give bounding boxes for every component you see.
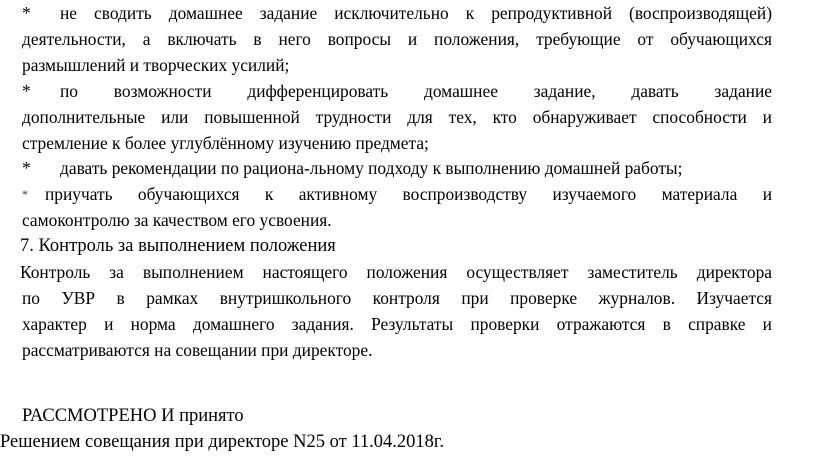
bullet-1-text-1: не сводить домашнее задание исключительно к репродуктивной (воспроизводящей)	[60, 3, 772, 23]
bullet-2-line-2: дополнительные или повышенной трудности для тех, кто обнаруживает способности и	[22, 107, 772, 127]
paragraph-line-2: по УВР в рамках внутришкольного контроля при проверке журналов. Изучается	[22, 288, 772, 308]
bullet-3-text-1: давать рекомендации по рациона-льному подходу к выполнению домашней работы;	[60, 158, 683, 178]
bullet-2-line-1	[22, 80, 772, 103]
bullet-2-line-3: стремление к более углублённому изучению предмета;	[22, 133, 429, 153]
paragraph-line-3: характер и норма домашнего задания. Результаты проверки отражаются в справке и	[22, 314, 772, 334]
bullet-2-text-1: по возможности дифференцировать домашнее задание, давать задание	[60, 81, 772, 101]
section-heading: 7. Контроль за выполнением положения	[20, 236, 336, 256]
paragraph-line-1: Контроль за выполнением настоящего положения осуществляет заместитель директора	[20, 262, 772, 282]
approval-title: РАССМОТРЕНО И принято	[22, 406, 244, 426]
paragraph-line-4: рассматриваются на совещании при директоре.	[22, 340, 373, 360]
bullet-marker: *	[22, 81, 31, 101]
bullet-1-line-2: деятельности, а включать в него вопросы и положения, требующие от обучающихся	[22, 29, 772, 49]
bullet-3-line-1	[22, 157, 772, 180]
bullet-4-text-1: приучать обучающихся к активному воспроизводству изучаемого материала и	[45, 184, 772, 204]
bullet-marker: *	[22, 187, 28, 201]
bullet-1-line-3: размышлений и творческих усилий;	[22, 55, 290, 75]
bullet-marker: *	[22, 3, 31, 23]
bullet-4-line-2: самоконтролю за качеством его усвоения.	[22, 210, 332, 230]
approval-detail: Решением совещания при директоре N25 от 11.04.2018г.	[0, 432, 445, 452]
bullet-4-line-1	[22, 183, 772, 206]
bullet-1-line-1	[22, 2, 772, 25]
bullet-marker: *	[22, 158, 31, 178]
